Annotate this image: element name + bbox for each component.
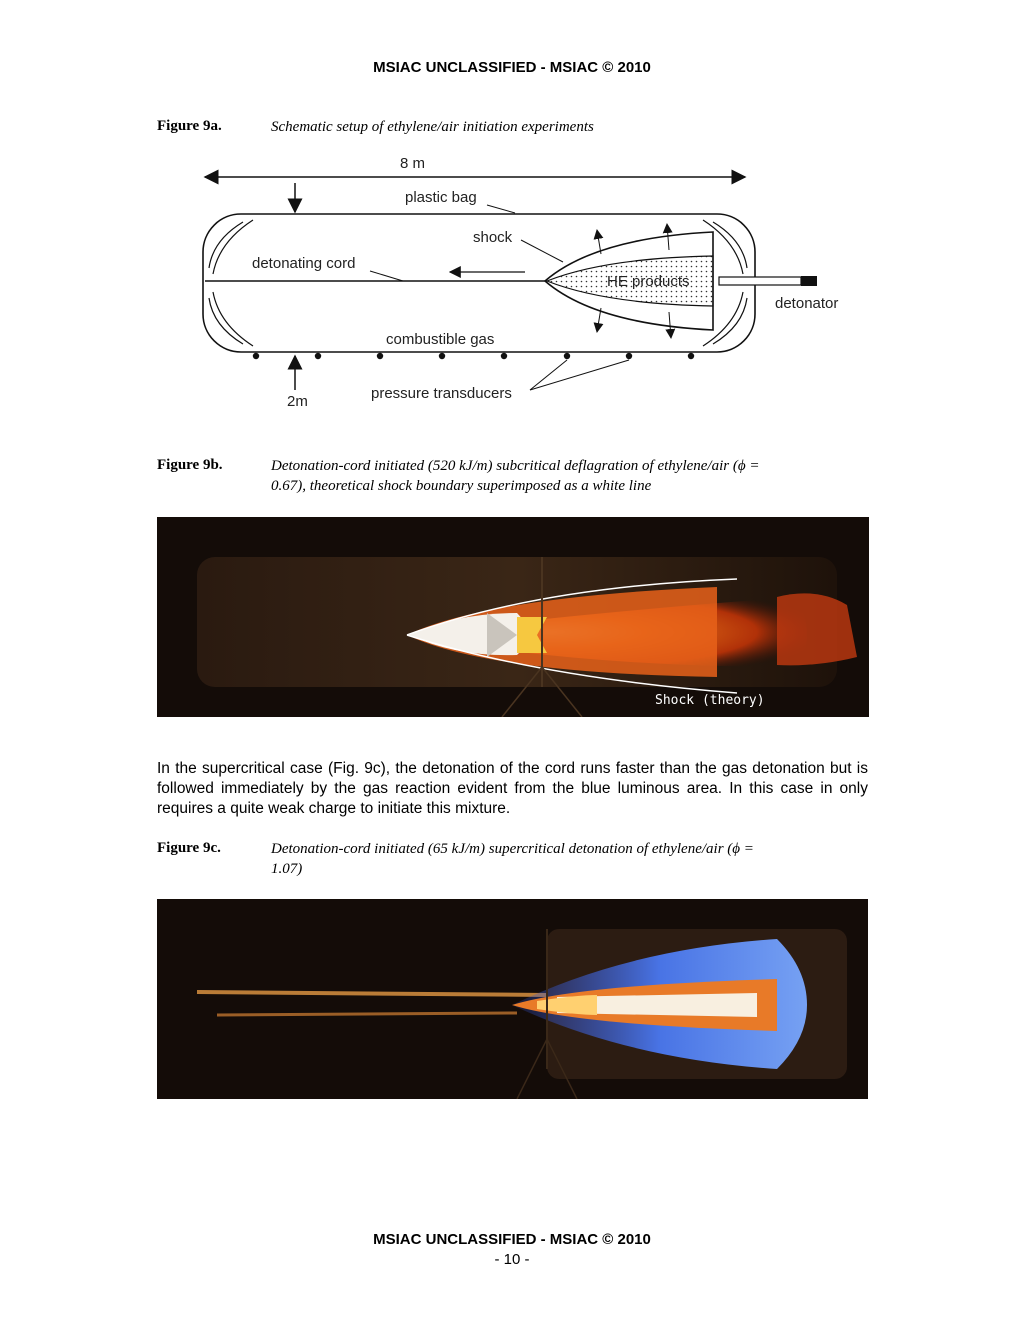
figure-9a-label: Figure 9a. [157, 118, 222, 134]
page-footer-classification: MSIAC UNCLASSIFIED - MSIAC © 2010 [373, 1231, 651, 1248]
schematic-diagram [195, 150, 895, 420]
pressure-transducers-label: pressure transducers [371, 385, 512, 402]
page-number: - 10 - [494, 1251, 530, 1268]
plastic-bag-label: plastic bag [405, 189, 477, 206]
detonator-body [719, 277, 801, 285]
pressure-transducer-dots [253, 353, 694, 359]
detonating-cord-label: detonating cord [252, 255, 356, 272]
figure-9c-caption: Detonation-cord initiated (65 kJ/m) supercritical detonation of ethylene/air (ϕ = 1.07) [271, 841, 754, 877]
figure-9c-photo [157, 899, 868, 1099]
body-paragraph: In the supercritical case (Fig. 9c), the detonation of the cord runs faster than the gas detonation but is followed immediately by the gas reaction evident from the blue luminous area. In this case in only requires a quite weak charge to initiate this mixture. [157, 760, 868, 817]
spacing-label: 2m [287, 393, 308, 410]
shock-theory-label: Shock (theory) [655, 693, 765, 708]
figure-9c-label: Figure 9c. [157, 840, 221, 856]
length-label: 8 m [400, 155, 426, 172]
figure-9b-caption: Detonation-cord initiated (520 kJ/m) subcritical deflagration of ethylene/air (ϕ = 0.67), theoretical shock boundary superimposed as a white line [271, 458, 760, 494]
shock-label: shock [473, 229, 513, 246]
detonator-label: detonator [775, 295, 839, 312]
combustible-gas-label: combustible gas [386, 331, 495, 348]
figure-9b-photo [157, 517, 869, 717]
figure-9b-label: Figure 9b. [157, 457, 223, 473]
figure-9a-caption: Schematic setup of ethylene/air initiation experiments [271, 119, 594, 135]
page-header: MSIAC UNCLASSIFIED - MSIAC © 2010 [373, 59, 651, 76]
he-products-label: HE products [607, 273, 690, 290]
